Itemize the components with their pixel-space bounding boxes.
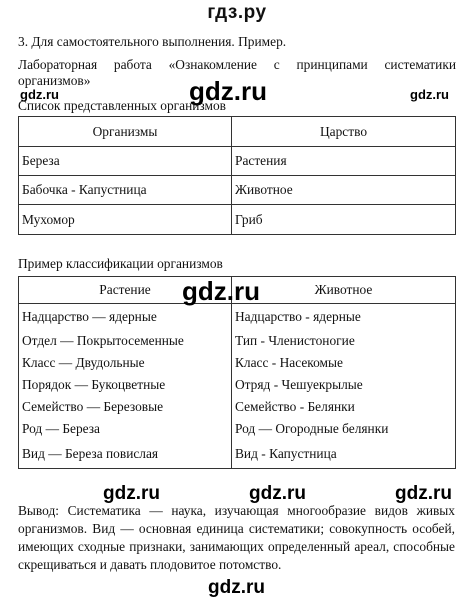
- table-cell: Род — Береза: [19, 418, 232, 440]
- table-cell: Береза: [19, 147, 232, 176]
- table-cell: Семейство - Белянки: [232, 396, 456, 418]
- table-cell: Класс — Двудольные: [19, 352, 232, 374]
- table-header-row: [19, 117, 456, 147]
- watermark: gdz.ru: [395, 483, 452, 504]
- watermark: gdz.ru: [189, 76, 267, 106]
- table-cell: Гриб: [232, 205, 456, 235]
- watermark: gdz.ru: [103, 483, 160, 504]
- intro-text: 3. Для самостоятельного выполнения. Пример.: [18, 34, 287, 49]
- conclusion-paragraph: Вывод: Систематика — наука, изучающая многообразие видов живых организмов. Вид — основная единица систематики; совокупность особей, имеющих сходные признаки, занимающих определенный ареал, способные скрещиваться и давать плодовитое потомство.: [18, 503, 455, 572]
- table-header: Животное: [232, 277, 456, 304]
- table-row: [19, 205, 456, 235]
- table-row: [19, 176, 456, 205]
- table-row: [19, 418, 456, 440]
- lab-title-line-1: Лабораторная работа «Ознакомление с принципами систематики: [18, 57, 456, 72]
- table-cell: Животное: [232, 176, 456, 205]
- table-row: [19, 352, 456, 374]
- table-cell: Надцарство — ядерные: [19, 304, 232, 330]
- conclusion-text: [18, 502, 455, 574]
- organisms-table: [18, 116, 456, 235]
- table-cell: Род — Огородные белянки: [232, 418, 456, 440]
- watermark: gdz.ru: [208, 577, 265, 598]
- table-row: [19, 304, 456, 330]
- table-cell: Порядок — Букоцветные: [19, 374, 232, 396]
- table-cell: Надцарство - ядерные: [232, 304, 456, 330]
- table-cell: Класс - Насекомые: [232, 352, 456, 374]
- table-row: [19, 440, 456, 469]
- table-header: Царство: [232, 117, 456, 147]
- table-cell: Отдел — Покрытосеменные: [19, 330, 232, 352]
- table-row: [19, 147, 456, 176]
- table-row: [19, 396, 456, 418]
- table-cell: Бабочка - Капустница: [19, 176, 232, 205]
- table-cell: Тип - Членистоногие: [232, 330, 456, 352]
- site-header[interactable]: гдз.ру: [207, 2, 267, 23]
- table-cell: Мухомор: [19, 205, 232, 235]
- table-cell: Семейство — Березовые: [19, 396, 232, 418]
- watermark: gdz.ru: [182, 276, 260, 306]
- table-row: [19, 374, 456, 396]
- list-heading: Список представленных организмов: [18, 98, 226, 113]
- table-cell: Растения: [232, 147, 456, 176]
- table-row: [19, 330, 456, 352]
- lab-title-line-2: организмов»: [18, 73, 91, 88]
- table-cell: Отряд - Чешуекрылые: [232, 374, 456, 396]
- classification-heading: Пример классификации организмов: [18, 256, 223, 271]
- watermark: gdz.ru: [249, 483, 306, 504]
- table-cell: Вид — Береза повислая: [19, 440, 232, 469]
- watermark: gdz.ru: [20, 87, 59, 102]
- table-header: Растение: [19, 277, 232, 304]
- table-header: Организмы: [19, 117, 232, 147]
- table-cell: Вид - Капустница: [232, 440, 456, 469]
- watermark: gdz.ru: [410, 87, 449, 102]
